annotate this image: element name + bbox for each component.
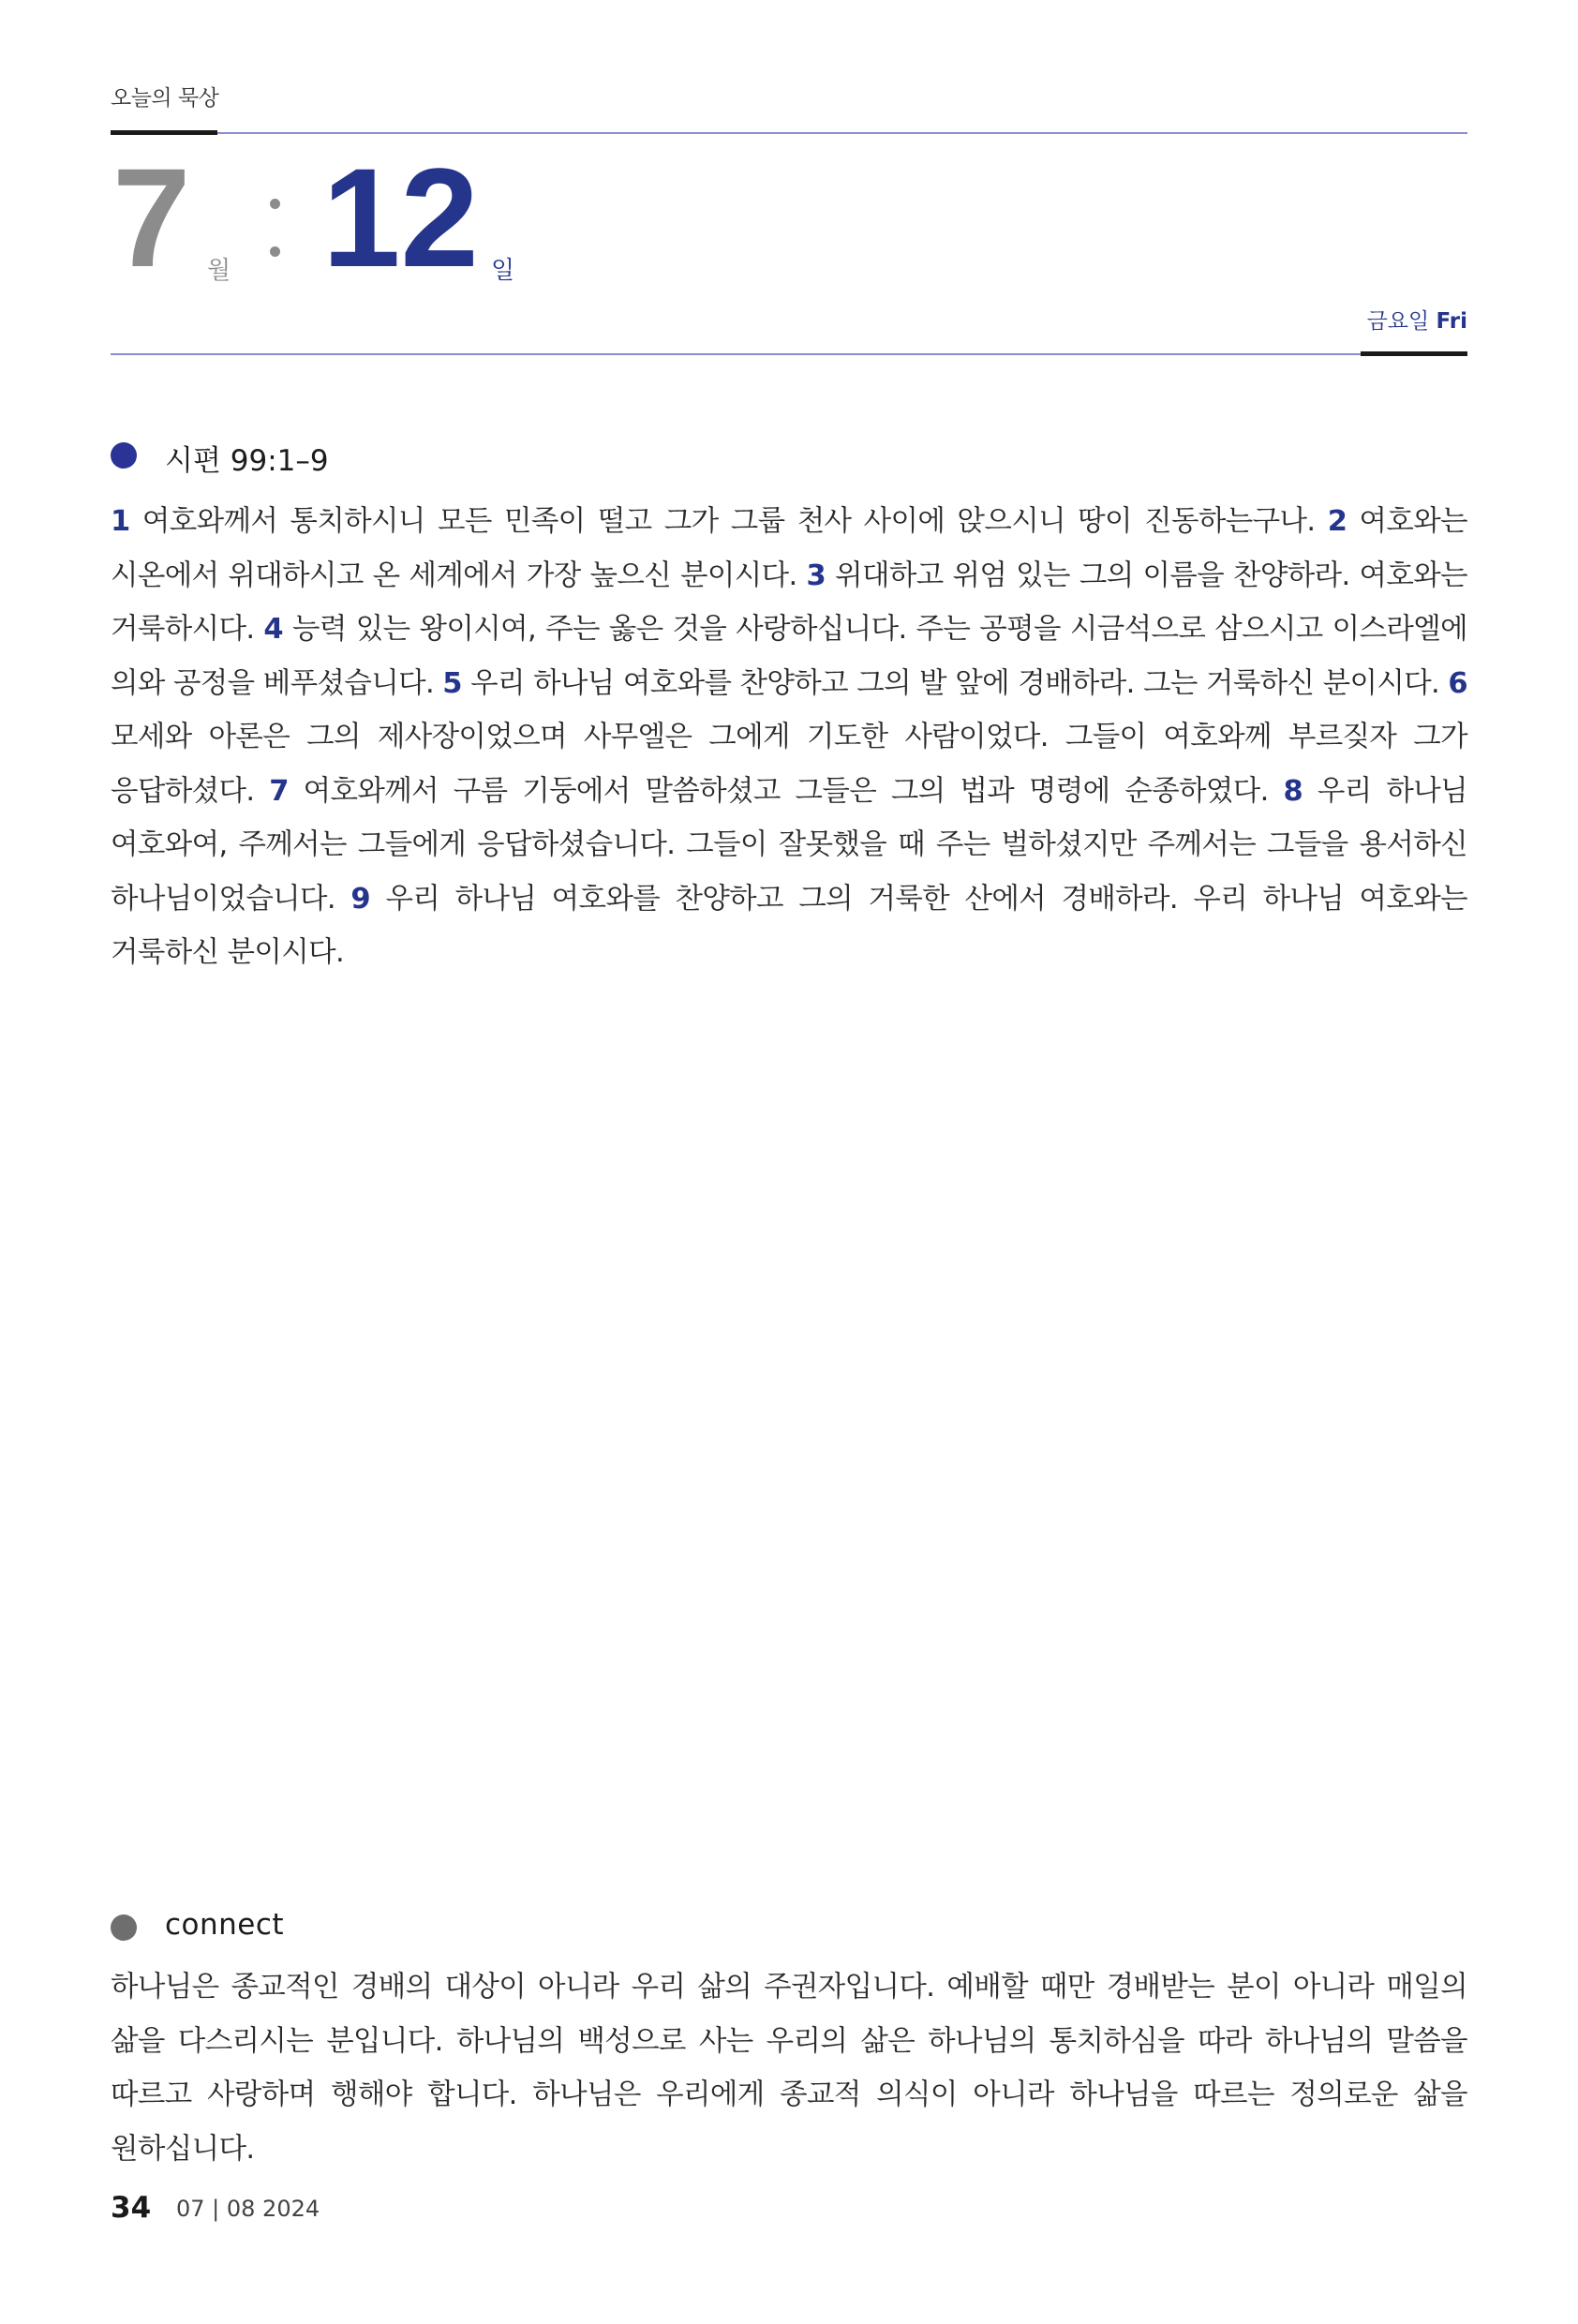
verse-text: 모세와 아론은 그의 제사장이었으며 사무엘은 그에게 기도한 사람이었다. 그들이 여호와께 부르짖자 그가 응답하셨다. bbox=[111, 721, 1467, 808]
section-label: 오늘의 묵상 bbox=[111, 86, 219, 111]
connect-text: 하나님은 종교적인 경배의 대상이 아니라 우리 삶의 주권자입니다. 예배할 때만 경배받는 분이 아니라 매일의 삶을 다스리시는 분입니다. 하나님의 백성으로 사는 우리의 삶은 하나님의 통치하심을 따라 하나님의 말씀을 따르고 사랑하며 행해야 합니다. 하나님은 우리에게 종교적 의식이 아니라 하나님을 따르는 정의로운 삶을 원하십니다. bbox=[111, 1971, 1467, 2166]
mid-rule bbox=[111, 353, 1467, 355]
top-rule-accent bbox=[111, 130, 217, 135]
scripture-reference: 시편 99:1–9 bbox=[165, 444, 329, 478]
verse-text: 여호와는 시온에서 위대하시고 온 세계에서 가장 높으신 분이시다. bbox=[111, 505, 1468, 592]
verse-text: 능력 있는 왕이시여, 주는 옳은 것을 사랑하십니다. 주는 공평을 시금석으로 삼으시고 이스라엘에 의와 공정을 베푸셨습니다. bbox=[111, 613, 1467, 700]
date-month: 7 bbox=[112, 139, 191, 296]
verse-text: 위대하고 위엄 있는 그의 이름을 찬양하라. 여호와는 거룩하시다. bbox=[111, 559, 1467, 646]
verse-number: 1 bbox=[111, 505, 130, 538]
scripture-text bbox=[111, 495, 1467, 980]
weekday-ko: 금요일 bbox=[1366, 309, 1430, 334]
date-day-unit: 일 bbox=[491, 257, 515, 285]
verse-text: 우리 하나님 여호와를 찬양하고 그의 발 앞에 경배하라. 그는 거룩하신 분이시다. bbox=[461, 666, 1449, 700]
mid-rule-accent bbox=[1361, 351, 1467, 356]
verse-number: 5 bbox=[442, 666, 462, 700]
verse-number: 8 bbox=[1283, 774, 1303, 808]
connect-heading: connect bbox=[165, 1908, 285, 1942]
weekday bbox=[1367, 304, 1467, 335]
verse-number: 3 bbox=[806, 559, 826, 592]
weekday-en: Fri bbox=[1436, 309, 1467, 334]
verse-number: 7 bbox=[269, 774, 289, 808]
verse-text: 우리 하나님 여호와여, 주께서는 그들에게 응답하셨습니다. 그들이 잘못했을 때 주는 벌하셨지만 주께서는 그들을 용서하신 하나님이었습니다. bbox=[111, 774, 1467, 916]
verse-number: 9 bbox=[350, 882, 371, 916]
verse-number: 4 bbox=[263, 613, 284, 646]
verse-text: 여호와께서 통치하시니 모든 민족이 떨고 그가 그룹 천사 사이에 앉으시니 땅이 진동하는구나. bbox=[129, 505, 1328, 538]
verse-text: 우리 하나님 여호와를 찬양하고 그의 거룩한 산에서 경배하라. 우리 하나님 여호와는 거룩하신 분이시다. bbox=[111, 882, 1468, 969]
date-month-unit: 월 bbox=[207, 257, 231, 285]
footer-issue: 07 | 08 2024 bbox=[176, 2196, 320, 2222]
date-colon bbox=[270, 199, 280, 257]
verse-number: 2 bbox=[1327, 505, 1347, 538]
connect-bullet-icon bbox=[111, 1914, 137, 1941]
footer-page-number: 34 bbox=[111, 2191, 152, 2225]
top-rule bbox=[111, 132, 1467, 134]
scripture-bullet-icon bbox=[111, 442, 137, 469]
date-day: 12 bbox=[322, 139, 479, 296]
verse-text: 여호와께서 구름 기둥에서 말씀하셨고 그들은 그의 법과 명령에 순종하였다. bbox=[288, 774, 1284, 808]
verse-number: 6 bbox=[1448, 666, 1467, 700]
